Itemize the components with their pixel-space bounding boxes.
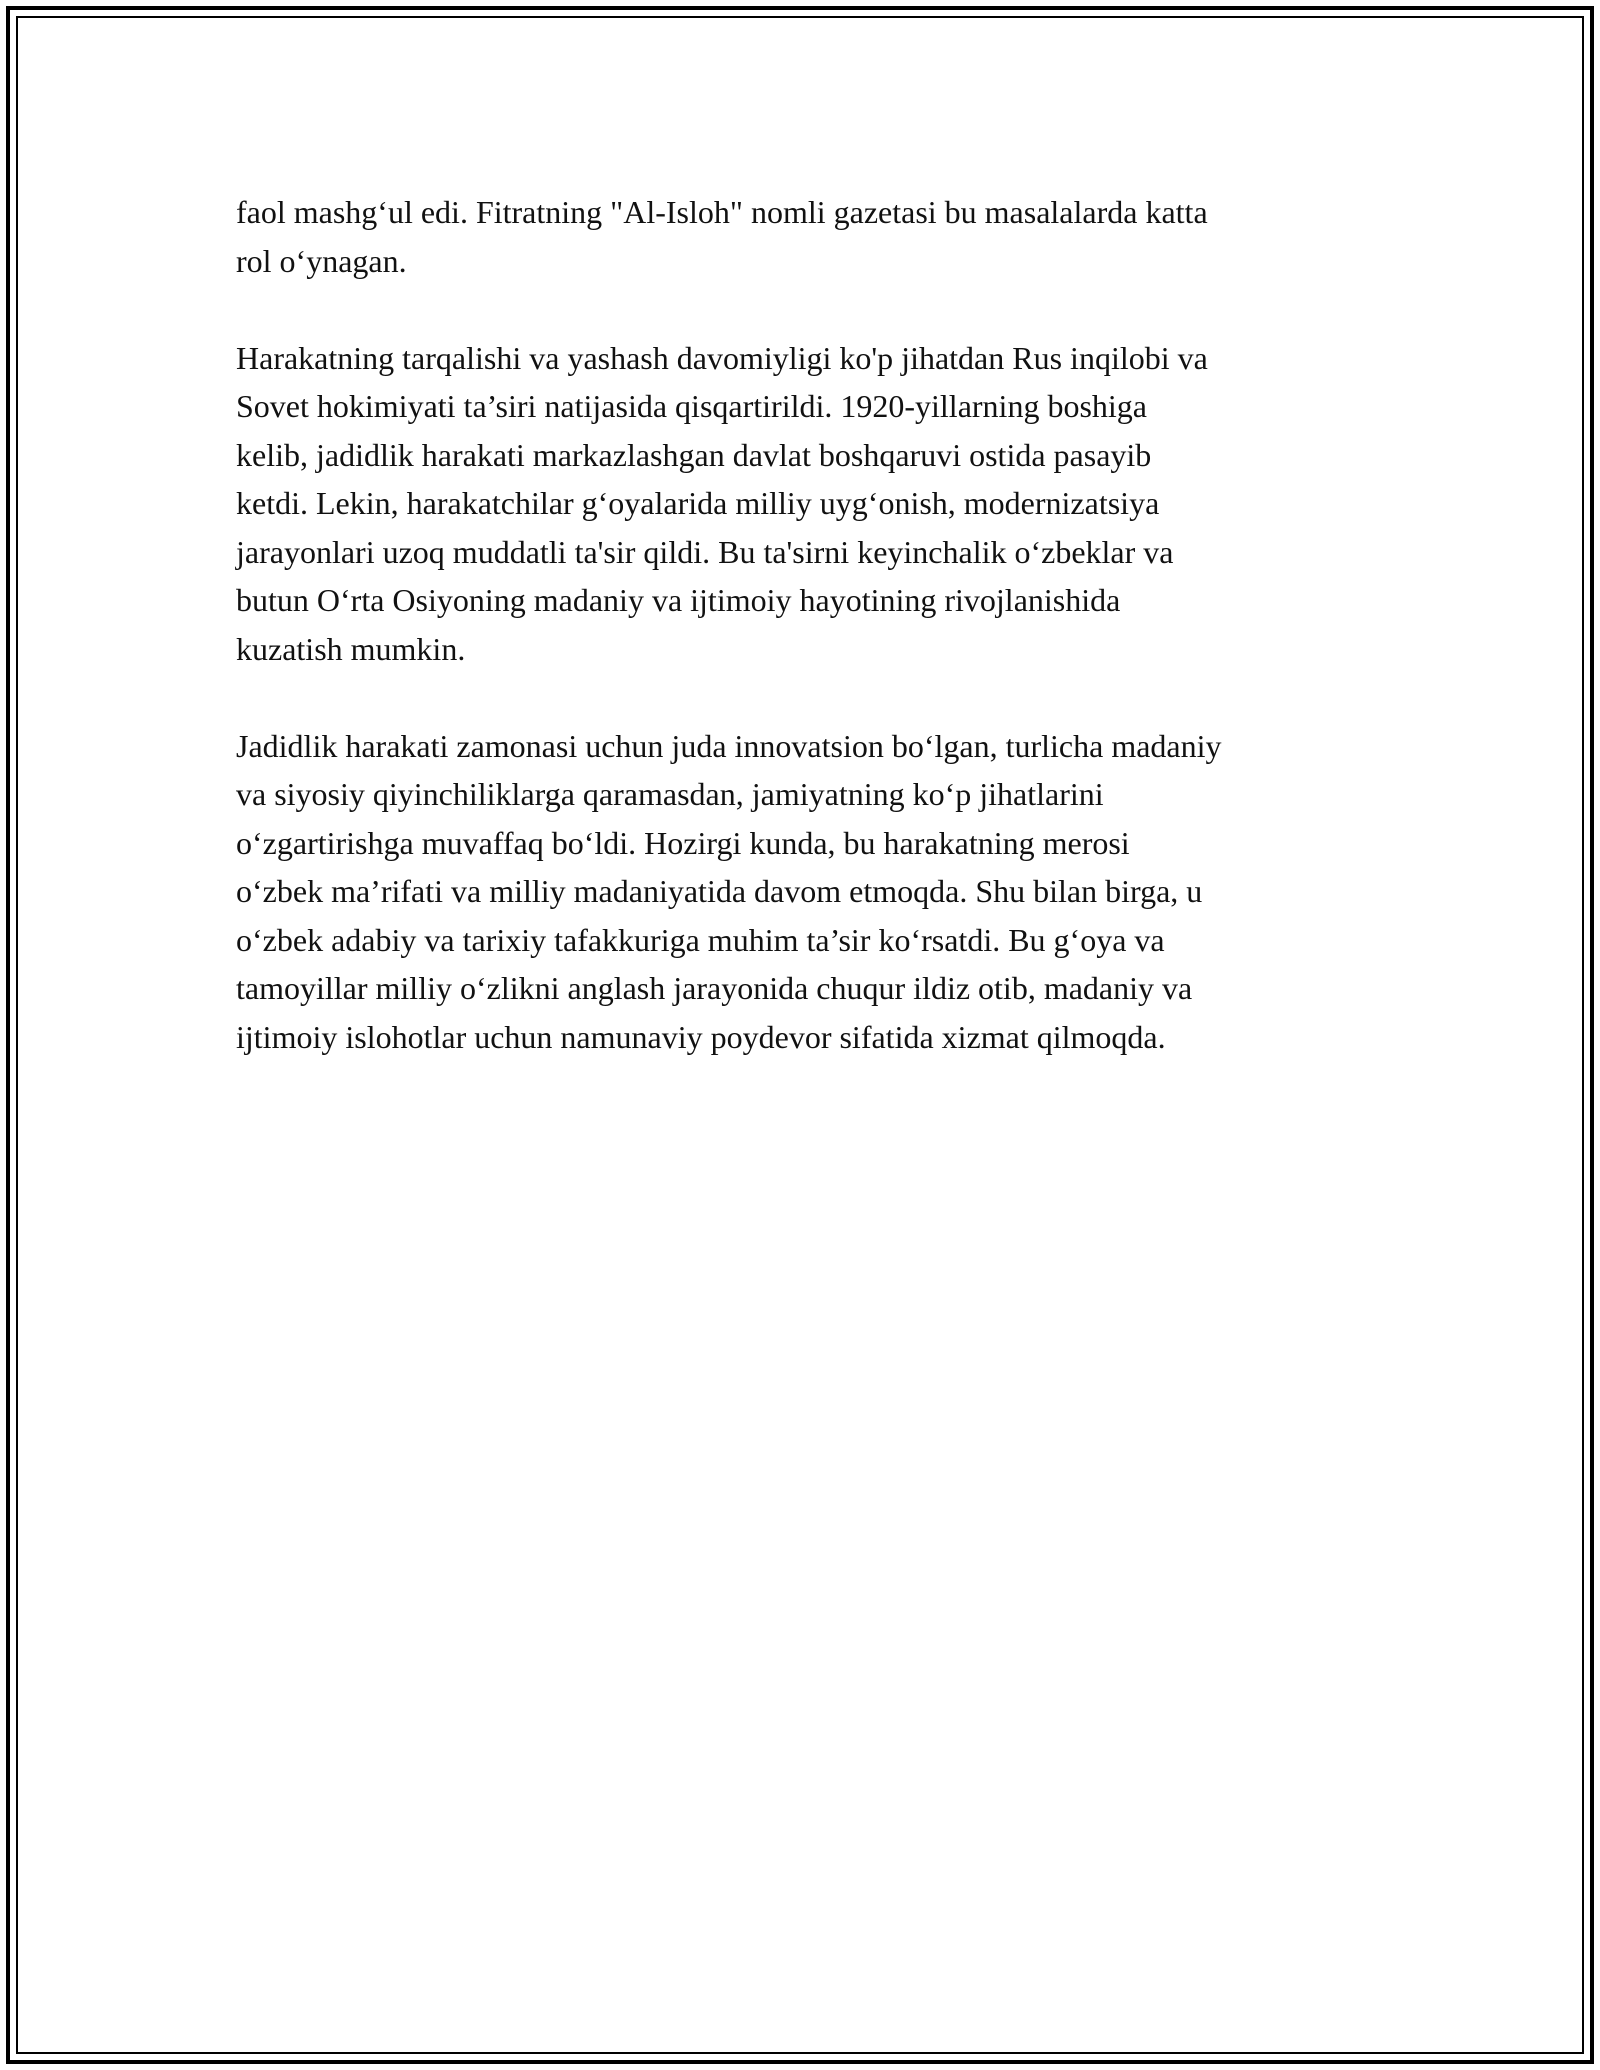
text-line: butun O‘rta Osiyoning madaniy va ijtimoiy hayotining rivojlanishida	[236, 582, 1121, 618]
paragraph-3	[236, 722, 1376, 1062]
text-line: kelib, jadidlik harakati markazlashgan davlat boshqaruvi ostida pasayib	[236, 436, 1152, 473]
paragraph-2	[236, 334, 1376, 674]
text-line: Jadidlik harakati zamonasi uchun juda innovatsion bo‘lgan, turlicha madaniy	[236, 727, 1222, 764]
text-line: jarayonlari uzoq muddatli ta'sir qildi. Bu ta'sirni keyinchalik o‘zbeklar va	[236, 533, 1174, 570]
text-line: tamoyillar milliy o‘zlikni anglash jarayonida chuqur ildiz otib, madaniy va	[236, 970, 1193, 1006]
text-line: ketdi. Lekin, harakatchilar g‘oyalarida milliy uyg‘onish, modernizatsiya	[236, 485, 1160, 521]
paragraph-1	[236, 188, 1376, 285]
text-line: rol o‘ynagan.	[236, 242, 407, 279]
text-line: Harakatning tarqalishi va yashash davomiyligi ko'p jihatdan Rus inqilobi va	[236, 339, 1208, 376]
text-line: faol mashg‘ul edi. Fitratning "Al-Isloh" nomli gazetasi bu masalalarda katta	[236, 194, 1208, 230]
text-line: o‘zbek adabiy va tarixiy tafakkuriga muhim ta’sir ko‘rsatdi. Bu g‘oya va	[236, 921, 1165, 958]
text-line: Sovet hokimiyati ta’siri natijasida qisqartirildi. 1920-yillarning boshiga	[236, 388, 1147, 424]
document-body	[236, 188, 1376, 1110]
text-line: va siyosiy qiyinchiliklarga qaramasdan, jamiyatning ko‘p jihatlarini	[236, 776, 1104, 812]
text-line: ijtimoiy islohotlar uchun namunaviy poydevor sifatida xizmat qilmoqda.	[236, 1018, 1166, 1055]
text-line: o‘zgartirishga muvaffaq bo‘ldi. Hozirgi kunda, bu harakatning merosi	[236, 824, 1130, 861]
text-line: kuzatish mumkin.	[236, 630, 466, 667]
text-line: o‘zbek ma’rifati va milliy madaniyatida davom etmoqda. Shu bilan birga, u	[236, 873, 1203, 909]
